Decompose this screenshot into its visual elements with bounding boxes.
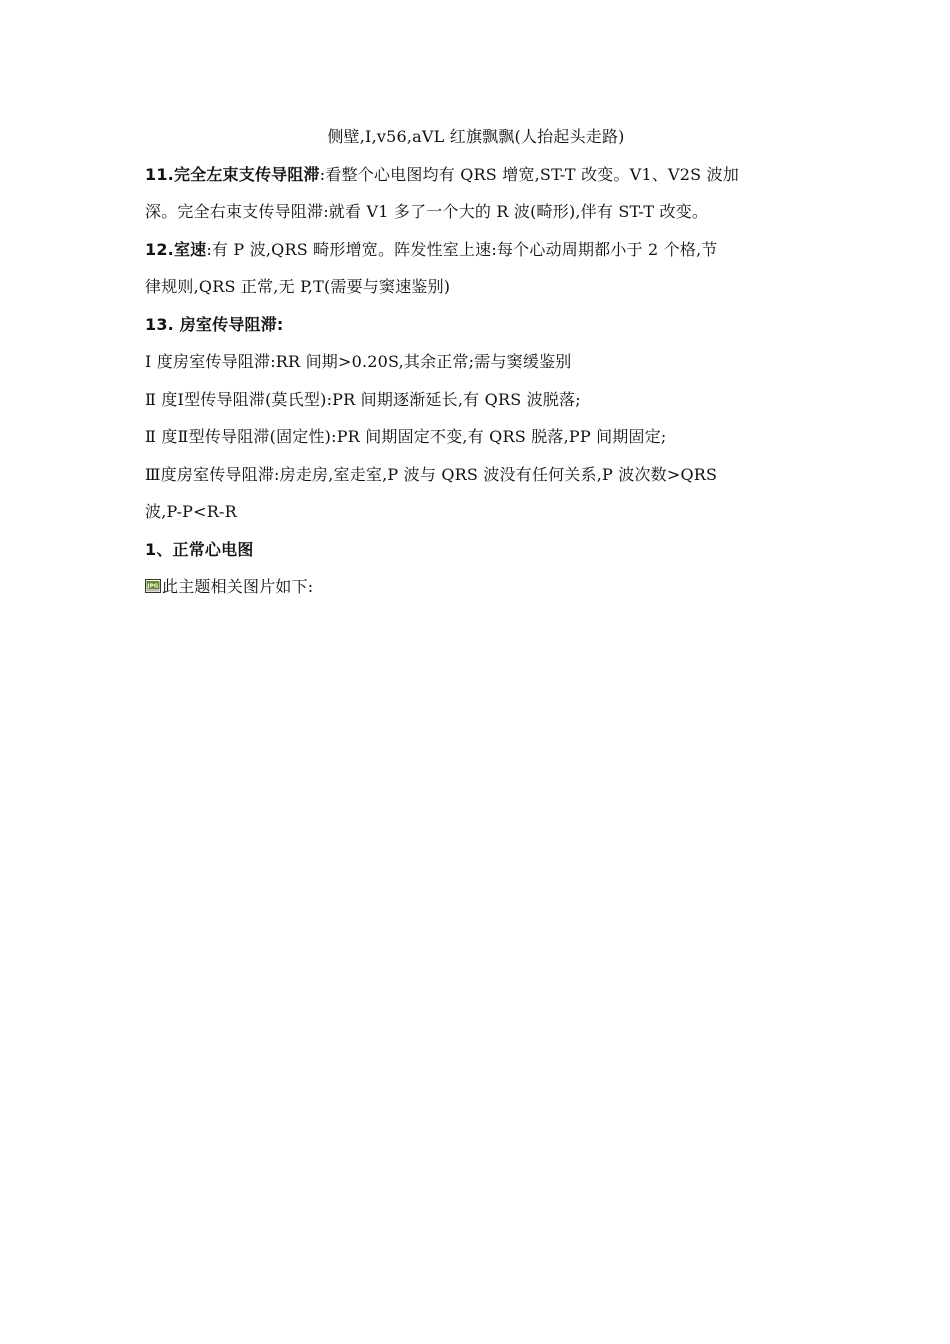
related-images-line	[145, 568, 807, 606]
item-11-label: 11.完全左束支传导阻滞	[145, 164, 320, 184]
jpg-file-icon[interactable]	[145, 578, 161, 594]
item-12-text: :有 P 波,QRS 畸形增宽。阵发性室上速:每个心动周期都小于 2 个格,节	[206, 239, 718, 259]
av-block-third-degree-line-1: Ⅲ度房室传导阻滞:房走房,室走室,P 波与 QRS 波没有任何关系,P 波次数>QRS	[145, 464, 718, 484]
related-images-text: 此主题相关图片如下:	[162, 577, 314, 596]
paragraph-12-line-2: 律规则,QRS 正常,无 P,T(需要与窦速鉴别)	[145, 277, 451, 296]
section-normal-ecg-heading: 1、正常心电图	[145, 539, 254, 559]
jpg-icon-label: JPG	[147, 583, 159, 590]
document-body	[145, 118, 807, 606]
paragraph-11-line-2: 深。完全右束支传导阻滞:就看 V1 多了一个大的 R 波(畸形),伴有 ST-T 改变。	[145, 202, 709, 221]
av-block-second-degree-type-1: Ⅱ 度Ⅰ型传导阻滞(莫氏型):PR 间期逐渐延长,有 QRS 波脱落;	[145, 389, 581, 409]
av-block-third-degree-line-2: 波,P-P<R-R	[145, 502, 237, 521]
paragraph-12-line-1	[145, 231, 807, 269]
av-block-second-degree-type-2: Ⅱ 度Ⅱ型传导阻滞(固定性):PR 间期固定不变,有 QRS 脱落,PP 间期固定;	[145, 427, 667, 446]
av-block-first-degree: Ⅰ 度房室传导阻滞:RR 间期>0.20S,其余正常;需与窦缓鉴别	[145, 352, 572, 371]
paragraph-11-line-1	[145, 156, 807, 194]
text-line-lateral-wall: 侧壁,Ⅰ,v56,aVL 红旗飘飘(人抬起头走路)	[327, 127, 625, 146]
item-11-text: :看整个心电图均有 QRS 增宽,ST-T 改变。V1、V2S 波加	[319, 164, 740, 184]
section-13-heading: 13. 房室传导阻滞:	[145, 314, 284, 334]
item-12-label: 12.室速	[145, 239, 207, 259]
